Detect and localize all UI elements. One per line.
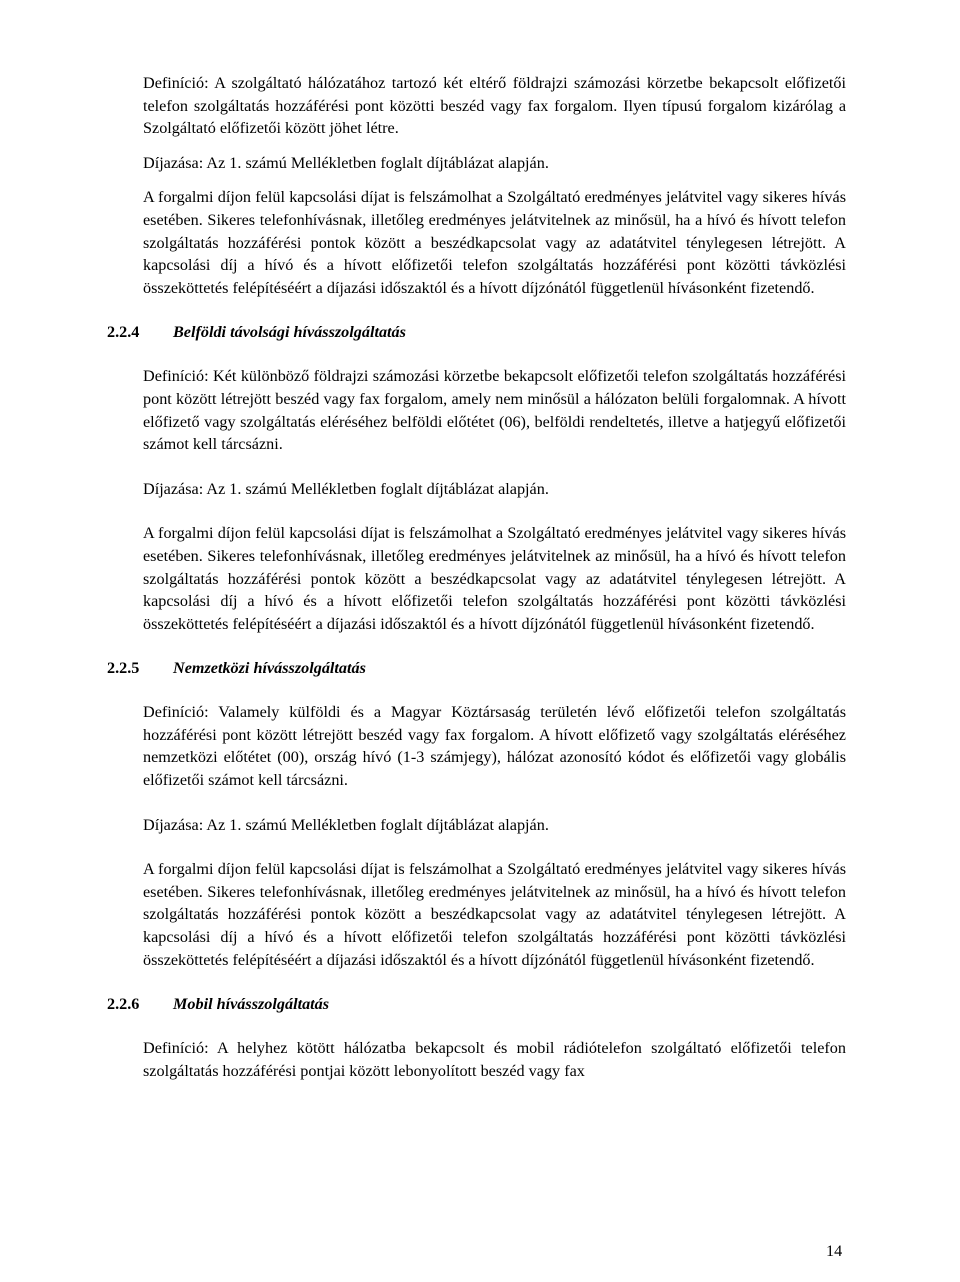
connection-fee-paragraph: A forgalmi díjon felül kapcsolási díjat is felszámolhat a Szolgáltató eredményes jelátvitel vagy sikeres hívás esetében. Sikeres telefonhívásnak, illetőleg eredményes jelátvitelnek az minősül, ha a hívó és hívott telefon szolgáltatás hozzáférési pontok között a beszédkapcsolat vagy az adatátvitel ténylegesen létrejött. A kapcsolási díj a hívó és a hívott előfizetői telefon szolgáltatás hozzáférési pont közötti távközlési összeköttetés felépítéséért a díjazási időszaktól és a hívott díjzónától függetlenül hívásonként fizetendő.: [143, 188, 846, 297]
connection-fee-paragraph: A forgalmi díjon felül kapcsolási díjat is felszámolhat a Szolgáltató eredményes jelátvitel vagy sikeres hívás esetében. Sikeres telefonhívásnak, illetőleg eredményes jelátvitelnek az minősül, ha a hívó és hívott telefon szolgáltatás hozzáférési pontok között a beszédkapcsolat vagy az adatátvitel ténylegesen létrejött. A kapcsolási díj a hívó és a hívott előfizetői telefon szolgáltatás hozzáférési pont közötti távközlési összeköttetés felépítéséért a díjazási időszaktól és a hívott díjzónától függetlenül hívásonként fizetendő.: [143, 524, 846, 633]
section-heading-2-2-6: [107, 993, 810, 1015]
connection-fee-paragraph: A forgalmi díjon felül kapcsolási díjat is felszámolhat a Szolgáltató eredményes jelátvitel vagy sikeres hívás esetében. Sikeres telefonhívásnak, illetőleg eredményes jelátvitelnek az minősül, ha a hívó és hívott telefon szolgáltatás hozzáférési pontok között a beszédkapcsolat vagy az adatátvitel ténylegesen létrejött. A kapcsolási díj a hívó és a hívott előfizetői telefon szolgáltatás hozzáférési pont közötti távközlési összeköttetés felépítéséért a díjazási időszaktól és a hívott díjzónától függetlenül hívásonként fizetendő.: [143, 860, 846, 969]
definition-paragraph: Definíció: A helyhez kötött hálózatba bekapcsolt és mobil rádiótelefon szolgáltató előfizetői telefon szolgáltatás hozzáférési pontjai között lebonyolított beszéd vagy fax: [143, 1039, 846, 1080]
definition-paragraph: Definíció: A szolgáltató hálózatához tartozó két eltérő földrajzi számozási körzetbe bekapcsolt előfizetői telefon szolgáltatás hozzáférési pont közötti beszéd vagy fax forgalom. Ilyen típusú forgalom kizárólag a Szolgáltató előfizetői között jöhet létre.: [143, 74, 846, 138]
document-page: [107, 72, 846, 1082]
definition-paragraph: Definíció: Valamely külföldi és a Magyar Köztársaság területén lévő előfizetői telefon szolgáltatás hozzáférési pont között létrejött beszéd vagy fax forgalom. A hívott előfizető vagy szolgáltatás eléréséhez nemzetközi előtétet (00), ország hívó (1-3 számjegy), hálózat azonosító kódot és előfizetői vagy globális előfizetői számot kell tárcsázni.: [143, 703, 846, 790]
section-title: Belföldi távolsági hívásszolgáltatás: [173, 323, 406, 342]
section-number: 2.2.6: [107, 995, 140, 1014]
page-number: 14: [826, 1242, 843, 1260]
section-heading-2-2-5: [107, 657, 810, 679]
section-number: 2.2.4: [107, 323, 140, 342]
pricing-paragraph: Díjazása: Az 1. számú Mellékletben foglalt díjtáblázat alapján.: [143, 479, 549, 498]
section-number: 2.2.5: [107, 659, 140, 678]
pricing-paragraph: Díjazása: Az 1. számú Mellékletben foglalt díjtáblázat alapján.: [143, 153, 549, 172]
section-title: Nemzetközi hívásszolgáltatás: [173, 659, 366, 678]
section-heading-2-2-4: [107, 321, 810, 343]
pricing-paragraph: Díjazása: Az 1. számú Mellékletben foglalt díjtáblázat alapján.: [143, 815, 549, 834]
definition-paragraph: Definíció: Két különböző földrajzi számozási körzetbe bekapcsolt előfizetői telefon szolgáltatás hozzáférési pont között létrejött beszéd vagy fax forgalom, amely nem minősül a hálózaton belüli forgalomnak. A hívott előfizető vagy szolgáltatás eléréséhez belföldi előtétet (06), belföldi rendeltetés, illetve a hatjegyű előfizetői számot kell tárcsázni.: [143, 367, 846, 454]
section-title: Mobil hívásszolgáltatás: [173, 995, 330, 1014]
